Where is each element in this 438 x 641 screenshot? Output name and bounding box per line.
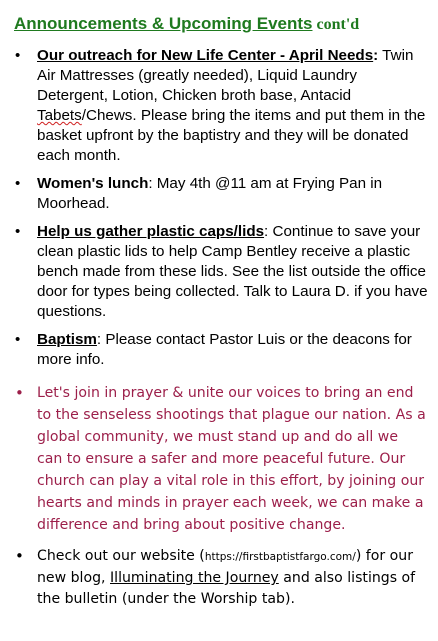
outreach-title: Our outreach for New Life Center - April Needs — [37, 47, 374, 64]
bullet-icon: • — [15, 331, 21, 348]
list-item-plastic-caps — [0, 222, 438, 322]
list-item-womens-lunch — [0, 174, 438, 214]
bullet-icon: • — [15, 384, 24, 402]
outreach-tabets: Tabets — [37, 107, 82, 124]
womens-lunch-text: : May 4th @11 am at Frying Pan in Moorhead. — [37, 175, 383, 212]
list-item-prayer — [0, 382, 438, 536]
header-contd: cont'd — [316, 16, 360, 33]
bullet-icon: • — [15, 175, 21, 192]
list-item-website — [0, 546, 438, 610]
announcement-list — [0, 46, 438, 618]
bullet-icon: • — [15, 223, 21, 240]
caps-text: : Continue to save your clean plastic lids to help Camp Bentley receive a plastic bench made from these lids. See the list outside the office door for types being collected. Talk to Laura D. if you have questions. — [37, 223, 428, 320]
list-item-outreach — [0, 46, 438, 166]
section-header — [14, 14, 359, 34]
website-text-1: Check out our website ( — [37, 548, 205, 564]
blog-link[interactable]: Illuminating the Journey — [110, 570, 279, 586]
bullet-icon: • — [15, 547, 24, 565]
outreach-text-2: /Chews. Please bring the items and put them in the basket upfront by the baptistry and they will be donated each month. — [37, 107, 426, 164]
website-text-3: and also listings of the bulletin (under the Worship tab). — [37, 570, 416, 607]
list-item-baptism — [0, 330, 438, 370]
baptism-title: Baptism — [37, 331, 97, 348]
bullet-icon: • — [15, 47, 21, 64]
header-title: Announcements & Upcoming Events — [14, 14, 313, 33]
prayer-text: Let's join in prayer & unite our voices to bring an end to the senseless shootings that plague our nation. As a global community, we must stand up and do all we can to ensure a safer and more peaceful future. Our church can play a vital role in this effort, by joining our hearts and minds in prayer each week, we can make a difference and bring about positive change. — [37, 385, 426, 533]
outreach-text-1: Twin Air Mattresses (greatly needed), Liquid Laundry Detergent, Lotion, Chicken broth base, Antacid — [37, 47, 414, 104]
website-url-link[interactable]: https://firstbaptistfargo.com/ — [204, 551, 356, 563]
outreach-colon: : — [373, 47, 379, 64]
baptism-text: : Please contact Pastor Luis or the deacons for more info. — [37, 331, 412, 368]
website-text-2: ) for our new blog, — [37, 548, 414, 586]
caps-title: Help us gather plastic caps/lids — [37, 223, 265, 240]
womens-lunch-title: Women's lunch — [37, 175, 149, 192]
